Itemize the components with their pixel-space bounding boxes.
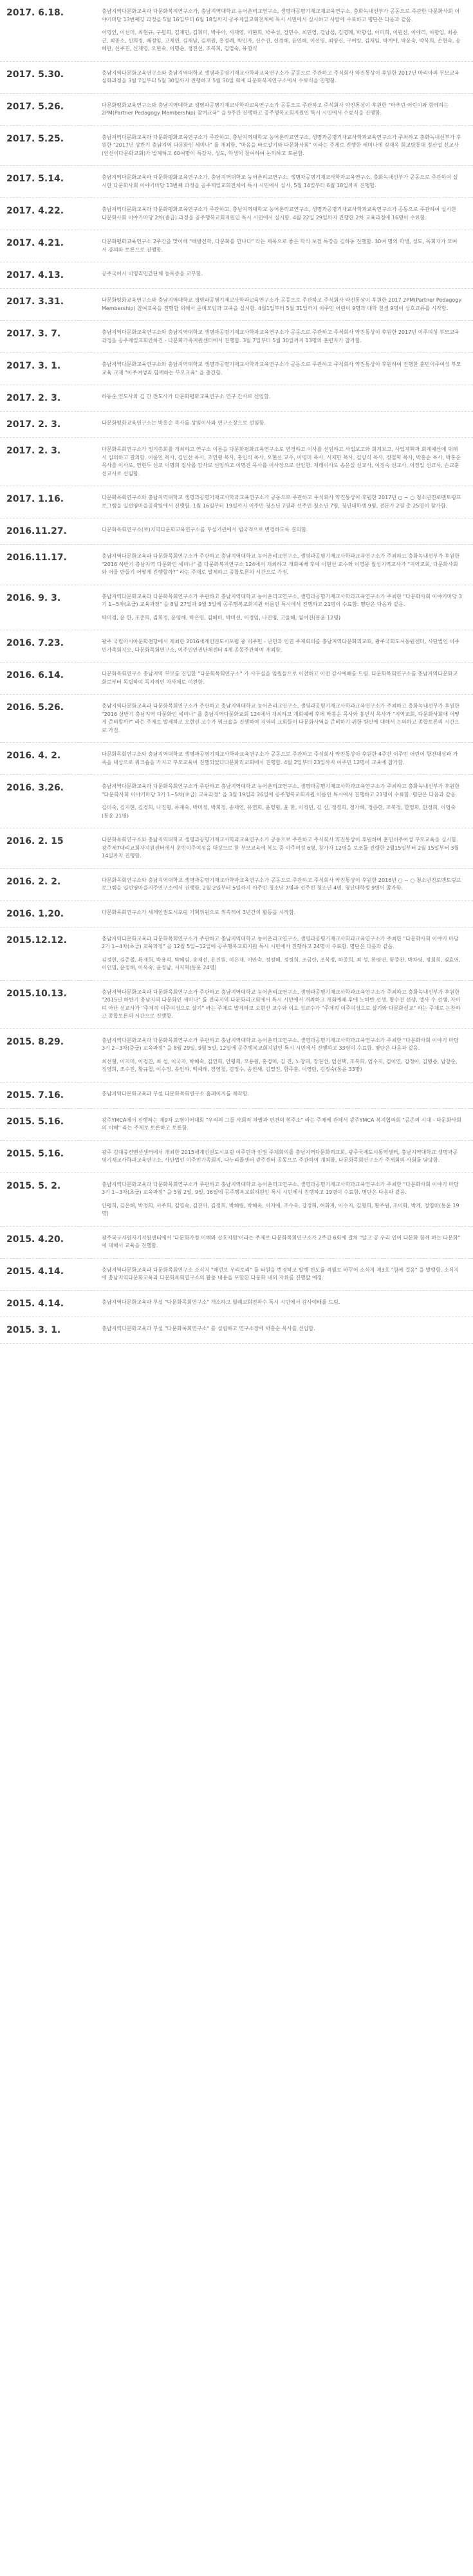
entry-paragraph: 충남지역다문화교육과 다문화목회연구소가 주관하고 충남지역대학교 농어촌리교연구소, 생명과공명기재교사학과교육연구소가 주최하고 충화녹내선부가 후원한 "다문화사회 이야기마당 3기 1~5차(초급) 교육과정" 을 3월 19일과 26일에 공주행복교회지원 이름인 특시에서 진행하고 21명이 수료함. 명단은 다음과 같음. [102, 783, 460, 798]
timeline-entry [0, 385, 473, 412]
entry-date: 2015. 3. 1. [6, 1324, 61, 1335]
entry-content [102, 553, 462, 577]
entry-content [102, 297, 462, 313]
entry-paragraph: 충남지역다문화교육과 다문화목회연구소가 주관하고 충남지역대학교 농어촌리교연구소, 생명과공명기재교사학과교육연구소가 주최한 "다문화사회 이야기마당 3기 1~5차(초급) 교육과정" 을 8월 27일과 9월 3일에 공주행복교회지원 이름인 특시에서 진행하고 21명이 수료함. 명단은 다음과 같음. [102, 593, 462, 607]
entry-paragraph: 광주북구자원자기지원센터에서 '다문화가정 이해와 상호지원'이라는 주제로 다문화목회연구소가 2주간 6회에 걸쳐 "알고 공 우리 인어 다문화 함께 하는 다문화" 에 대해서 교육을 진행함. [102, 1234, 461, 1248]
entry-date: 2015. 7.16. [6, 1090, 64, 1101]
entry-paragraph: 충남지역다문화교육연구소와 충남지역대학교 생명과공명기재교사학과교육연구소가 공동으로 주관하고 주식회사 약진통상이 후원하여 진행한 훈민이주여성 부모교육 교재 "이주여성과 함께하는 부모교육" 을 출간함. [102, 361, 461, 376]
timeline-entry [0, 545, 473, 585]
entry-paragraph: 다문화목회연구소가 세계인권도시포럼 기획위원으로 위촉되어 3년간의 활동을 시작함. [102, 909, 296, 915]
entry-paragraph: 충남지역다문화교육과 부설 "다문화목회연구소" 개소하고 월례교회전과수 특시 시민에서 감사예배를 드림. [102, 1299, 340, 1305]
entry-date: 2016. 1.20. [6, 908, 64, 919]
entry-content [102, 494, 462, 510]
timeline-entry [0, 1317, 473, 1344]
entry-date: 2017. 2. 3. [6, 393, 61, 403]
entry-paragraph: 충남지역다문화교육과 다문화목회연구소가 주관하고 충남지역대학교 농어촌리교연구소, 생명과공명기재교사학과교육연구소가 주최한 "다문화사회 이야기 마당 3기 1~3차(초급) 교육과정" 을 5월 2일, 9일, 16일에 공주행복교회지원인 특시 시민에서 진행하고 19명이 수료함. 명단은 다음과 같음. [102, 1181, 459, 1195]
entry-paragraph: 다문화목회연구소 충남지역 부모를 진입한 "다문화목회연구소" 가 사무실을 임원들으로 이전하고 이전 감사예배를 드림. 다문화목회연구소를 충남지역다문화교회로부터 독립하여 독자적인 자사체로 이전함. [102, 671, 458, 685]
entry-paragraph: 다문화목회연구소(로)지역다문화교육연구소를 부설기관에서 범국적으로 변경하도록 결의함. [102, 527, 308, 533]
entry-paragraph: 광주 김대중컨벤션센터에서 개최한 2015세계인권도시포럼 이주민과 인권 주제회의를 충남지역다문화리교회, 광주국제도시통역센터, 충남지역대학교 생명과공명기재교사학과교육연구소, 사단법인 이주민가족회지, 다누리콜센터 광주센터 공동으로 주관하여 개최함, 다문화목회연구소가 주제회의 사회를 담당함. [102, 1149, 458, 1163]
entry-content [102, 393, 462, 403]
entry-date: 2017. 5.30. [6, 69, 64, 80]
entry-paragraph: 다문화목회연구소와 충남지역대학교 생명과공명기재교사학과교육연구소가 공동으로 주관하고 주식회사 약진통상이 후원한 2016년 ○ ~ ○ 청소년진로멘토링프로그램을 일선영마을지주연구소에서 진행함. 2월 2일부터 5일까지 이주민 청소년 7명과 선주민 청소년 4명, 청년대학생 9명이 참가함. [102, 877, 461, 891]
entry-date: 2017. 3. 1. [6, 361, 61, 371]
entry-date: 2015. 8.29. [6, 1036, 64, 1047]
entry-paragraph: 충남지역다문화교육과 다문화목회연구소가 주관하고 충남지역대학교 농어촌리교연구소, 생명과공명기재교사학과교육연구소가 주최하고 충화녹내선부가 후원한 "2015년 하반기 충남지역 다문화인 세미나" 를 전국지역 다문화리교회에서 특시 시민에서 개최하고 개회예배 후에 노하반 선생, 황수진 선생, 엘사 수 선생, 자이띠 아난 선교사가 "주체적 이주여성으로 살기" 라는 주제로 발제하고 오현선 교수와 이요 성교수가 "주체적 이주여성으로 살기와 다문화선교" 라는 주제로 논찬하고 종합토론의 시간으로 진행함. [102, 989, 461, 1019]
entry-content [102, 1117, 462, 1133]
entry-paragraph: 충남지역다문화교육과 다문화목회연구소 소식지 "해인보 우리토리" 를 타원을 번경하고 발행 빈도를 격월로 바꾸어 소식지 제3호 "함께 걸음" 을 발행함. 소식지에 충남지역다문화교육과 다문화목회연구소의 활동 내용을 포함한 다문화 내외 자료를 진행할 예정. [102, 1266, 459, 1281]
entry-paragraph: 다문화목회연구소와 충남지역대학교 생명과공명기재교사학과교육연구소가 공동으로 주관하고 주식회사 약진통상이 후원한 4주간 이주민 어린이 항진대상과 가족을 대상으로 워크숍을 가지고 부모교육이 진행되었다다문화리교회에서 진행함. 4월 2일부터 23일까지 이주민 12명이 교육에 참가함. [102, 751, 458, 765]
timeline-entry [0, 1291, 473, 1317]
entry-date: 2015. 5.16. [6, 1148, 64, 1159]
entry-paragraph: 충남지역다문화교육과 다문화목회연구소가 주관하고 충남지역대학교 농어촌리교연구소, 생명과공명기재교사학과교육연구소가 주최하고 충화녹내선부가 후원한 "2016 상반기 충남지역 다문화인 세미나" 를 충남지역다문화교회 124에서 개최하고 개회예배 후에 박홍순 목사와 홍인식 목사가 "지역교회, 다문화사회에 어떻게 준비할까?" 라는 주제로 발제하고 오현선 교수가 워크숍을 진행하여 지역의 교회들이 다문화사역을 준비하기 위한 방안에 대해서 논의하고 종합토론의 시간으로 가짐. [102, 703, 460, 733]
timeline-entry [0, 1029, 473, 1082]
entry-paragraph: 충남지역다문화교육과 다문화평화교육연구소가, 충남지역대학교 농어촌리교연구소, 생명과공명기재교사학과교육연구소, 충화녹내선부가 공동으로 주관하여 실시한 다문화사회 이야기마당 13번째 과정을 공주제일교회전체에 특시 시민에서 실시, 5월 14일부터 6월 18일까지 진행함. [102, 174, 458, 188]
entry-date: 2017. 3.31. [6, 297, 64, 307]
timeline-entry [0, 630, 473, 662]
timeline-entry [0, 1082, 473, 1109]
entry-content [102, 1299, 462, 1309]
entry-content [102, 1090, 462, 1101]
timeline-entry [0, 412, 473, 438]
timeline-entry [0, 230, 473, 262]
entry-content [102, 446, 462, 478]
entry-content [102, 751, 462, 767]
entry-content [102, 638, 462, 654]
entry-paragraph: 충남지역다문화교육과 다문화복지연구소가, 충남지역대학교 농어촌리교연구소, 생명과공명기재교재교육연구소, 충화녹내선부가 공동으로 주관한 다문화사회 이야기마당 13번째강 과정을 5월 16일부터 6월 18일까지 공주제일교회전체에 특시 시민에서 실시하고 사람에 수료하고 명단은 다음과 같음. [102, 8, 460, 23]
timeline-entry [0, 927, 473, 981]
entry-content [102, 1266, 462, 1283]
timeline-entry [0, 198, 473, 230]
timeline-entry [0, 486, 473, 518]
entry-content [102, 102, 462, 118]
entry-content [102, 206, 462, 222]
entry-paragraph: 다문화목회연구소가 정기총회를 개최하고 연구소 이름을 다문화평화교육연구소로 변경하고 이사를 선임하고 사업보고와 회계보고, 사업계획과 회계예산에 대해서 심의하고 결의함. 이름인 목사, 김인선 목사, 조연형 목사, 홍인식 목사, 오현선 교수, 이영미 목사, 서재만 목사, 김양식 목사, 정철혁 목사, 박홍순 목사, 박홍순 목사를 이사로, 연현두 선교 이명희 집사를 감사로 선임하고 이명진 목사를 이사장으로 선임함. 재래이사로 송은실 선교사, 이정숙 선교사, 이정일 선교사, 손교훈 선교사로 선임함. [102, 446, 461, 477]
timeline-entry [0, 353, 473, 385]
timeline-entry [0, 775, 473, 828]
entry-content [102, 935, 462, 973]
entry-paragraph: 충남지역다문화교육과 다문화평화교육연구소가 주관하고, 충남지역대학교 농어촌리교연구소, 생명과공명기재교사학과교육연구소가 공동으로 주관하여 실시한 다문화사회 이야기마당 2차(중급) 과정을 공주행복교회지원인 특시 시민에서 실시함. 4월 22일 29일까지 진행한 2차 교육과정에 16명이 수료함. [102, 206, 456, 221]
timeline-entry [0, 828, 473, 869]
entry-content [102, 8, 462, 53]
entry-paragraph: 박미경, 윤 한, 조준희, 김희정, 윤영해, 박은영, 김혜미, 박미선, 이경임, 나진영, 고을혜, 염여진(통윤 12명) [102, 614, 341, 621]
entry-paragraph: 광주YMCA에서 진행하는 제9차 오병이어대회 "우리의 그들 사회적 차별과 편견의 현주소" 라는 주제에 관해서 광주YMCA 복지협의회 "공존의 시대 - 다문화사회의 이해" 라는 주제로 토론하고 토론함. [102, 1117, 461, 1131]
entry-content [102, 238, 462, 254]
entry-date: 2017. 2. 3. [6, 446, 61, 456]
timeline-entry [0, 1173, 473, 1227]
entry-date: 2017. 5.25. [6, 133, 64, 144]
entry-content [102, 526, 462, 536]
entry-content [102, 419, 462, 430]
entry-paragraph: 다문화평화교육연구소와 충남지역대학교 생명과공명기재교사학과교육연구소가 공동으로 주관하고 주식회사 약진통상이 후원한 "마추린 어린이와 함께하는 2PM(Partner Pedagogy Membership) 참여교육" 을 9주간 진행하고 공주행복교회지원인 특시 시민에서 수료식을 진행함. [102, 102, 449, 116]
entry-paragraph: 충남지역다문화교육과 부설 "다문화목회연구소" 를 설립하고 연구소장에 박홍순 목사를 선임함. [102, 1325, 315, 1331]
entry-paragraph: 충남지역다문화교육과 다문화목회연구소가 주관하고 충남지역대학교 농어촌리교연구소, 생명과공명기재교사학과교육연구소가 주최하고 충화녹내선부가 후원한 "2016 하반기 충남지역 다문화인 세미나" 를 다문화복지연구소 124에서 개최하고 개회예배 후에 이현선 교수와 이영몽 월성지역교사가 "지역교회, 다문화사회와 어울 만들기 어떻게 진행할까?" 라는 주제로 발제하고 종합토론의 시간으로 가짐. [102, 553, 460, 575]
entry-date: 2015.10.13. [6, 988, 67, 999]
entry-date: 2016. 3.26. [6, 783, 64, 793]
entry-paragraph: 충남지역다문화교육과 다문화평화교육연구소가 주관하고, 충남지역대학교 농어촌리교연구소, 생명과공명기재교사학과교육연구소가 주최하고 충화녹내선부가 후원한 "2017년 상반기 충남지역 다문화인 세미나" 를 개최함. "마음을 바로알기와 다문화사회" 이라는 주제로 진행한 세미나에 김재옥 회교방통대 정산업 선교사(인선이다문화교회)가 발제하고 60여명이 특강자, 성도, 학생이 참여하여 논의하고 토론함. [102, 134, 461, 156]
entry-date: 2017. 5.26. [6, 101, 64, 112]
entry-paragraph: 다문화평화교육연구소 2주간을 맞이해 "해방신학, 다문화를 만나다" 라는 제목으로 좋은 학식 보겸 특강을 김하동 진행함. 30여 명의 학생, 성도, 목회자가 모여서 강의와 토론으로 진행함. [102, 239, 458, 253]
entry-paragraph: 다문화목회연구소와 충남지역대학교 생명과공명기재교사학과교육연구소가 공동으로 주관하고 주식회사 약진통상이 후원한 2017년 ○ ~ ○ 청소년진로멘토링프로그램을 일선영마을공작팀에서 진행함. 1월 16일부터 19일까지 이주민 청소년 7명과 선주민 청소년 7명, 청년대학생 9명, 전문가 2명 총 25명이 참가함. [102, 495, 461, 509]
timeline-entry [0, 518, 473, 545]
entry-date: 2016.11.17. [6, 553, 67, 563]
timeline-entry [0, 1227, 473, 1259]
timeline-entry [0, 662, 473, 695]
entry-content [102, 1037, 462, 1074]
entry-date: 2017. 2. 3. [6, 419, 61, 430]
entry-date: 2017. 3. 7. [6, 329, 61, 339]
entry-paragraph: 다문화평화교육연구소와 충남지역대학교 생명과공명기재교사학과교육연구소가 공동으로 주관하고 주식회사 약진통상이 후원한 2017 2PM(Partner Pedagogy Membership) 참여교육을 진행함 외해서 준비모임과 교육을 실시함. 4월1일부터 5월 31일까지 이주민 어린이 9명과 대학 친생 9명이 상호교류를 시작함. [102, 297, 462, 311]
entry-content [102, 134, 462, 158]
entry-content [102, 783, 462, 820]
entry-date: 2015.12.12. [6, 935, 67, 945]
timeline-entry [0, 901, 473, 927]
timeline-entry [0, 0, 473, 62]
entry-date: 2015. 4.14. [6, 1266, 64, 1277]
timeline-entry [0, 289, 473, 321]
entry-date: 2016. 9. 3. [6, 592, 61, 603]
timeline-entry [0, 585, 473, 631]
entry-date: 2017. 4.21. [6, 238, 64, 248]
entry-paragraph: 김정현, 김준철, 류재희, 박용석, 박혜림, 송재선, 유진원, 이은재, 이안숙, 정정혜, 정정희, 조금란, 조복정, 하종희, 최 성, 한영연, 함중찬, 박차영, 정회희, 김효연, 이인영, 윤정해, 이옥숙, 윤정남, 서지혁(통윤 24명) [102, 956, 461, 971]
timeline-entry [0, 1141, 473, 1173]
entry-paragraph: 안평희, 김은혜, 박정희, 서주희, 김영숙, 김진아, 김정희, 박혜림, 박혜옥, 이지애, 조수복, 강정희, 허화자, 이수지, 김형희, 황주원, 조이화, 박계, 정영미(통윤 19명) [102, 1202, 459, 1216]
entry-paragraph: 충남지역다문화교육연구소와 충남지역대학교 생명과공명기재교사학과교육연구소가 공동으로 주관하고 주식회사 약진통상이 후원한 2017년 이주여성 부모교육 과정을 공주제일교회안하건 - 다문화가족지원센터에서 진행함. 3월 7일부터 5월 30일까지 13명의 훈련자가 참가함. [102, 329, 459, 343]
entry-content [102, 174, 462, 190]
timeline-entry [0, 1259, 473, 1291]
timeline-entry [0, 262, 473, 289]
entry-date: 2016. 6.14. [6, 670, 64, 681]
timeline-entry [0, 1109, 473, 1141]
entry-paragraph: 하동순 연도사와 김 간 전도사가 다문화평화교육연구소 연구 간사로 선임함. [102, 394, 271, 399]
entry-date: 2017. 4.13. [6, 270, 64, 280]
entry-date: 2016. 2. 15 [6, 836, 64, 846]
timeline-entry [0, 981, 473, 1029]
entry-content [102, 702, 462, 735]
entry-date: 2017. 1.16. [6, 494, 64, 504]
entry-date: 2016. 2. 2. [6, 876, 61, 887]
entry-date: 2016. 7.23. [6, 638, 64, 648]
entry-date: 2016. 4. 2. [6, 751, 61, 761]
entry-content [102, 593, 462, 623]
timeline-entry [0, 869, 473, 901]
entry-content [102, 1325, 462, 1335]
entry-date: 2015. 4.14. [6, 1298, 64, 1309]
entry-content [102, 361, 462, 377]
timeline-entry [0, 62, 473, 94]
timeline-entry [0, 695, 473, 743]
entry-content [102, 69, 462, 86]
entry-content [102, 1149, 462, 1165]
entry-content [102, 1181, 462, 1218]
entry-content [102, 877, 462, 893]
entry-paragraph: 광주 국립아시아문화전당에서 개최한 2016세계인권도시포럼 중 이주민 - 난민과 인권 주제회의를 충남지역다문화리교회, 광주국회도시동원센터, 사단법인 이주민가족회지오, 다문화목회연구소, 이주민인권단체센터 4개 공동주관하여 개최함. [102, 639, 459, 653]
entry-paragraph: 김미숙, 김지현, 김경희, 나진형, 류재숙, 박미정, 박희정, 송재연, 유연희, 윤영형, 윤 한, 이정민, 김 신, 정정희, 정가혜, 정증한, 조복정, 한영희, 한정희, 이영숙(통윤 21명) [102, 805, 456, 819]
entry-date: 2015. 5. 2. [6, 1180, 61, 1191]
entry-content [102, 1234, 462, 1250]
entry-paragraph: 공주국어시 비영리민간단체 등록증을 교부함. [102, 271, 203, 277]
entry-paragraph: 충남지역다문화교육과 다문화목회연구소가 주관하고 충남지역대학교 농어촌리교연구소, 생명과공명기재교사학과교육연구소가 주최한 "다문화사회 이야기 마당 2기 1~4차(초급) 교육과정" 을 12월 5일~12일에 공주행복교회지원 특시 시민에서 진행하고 24명이 수료함. 명단은 다음과 같음. [102, 935, 459, 949]
entry-date: 2017. 4.22. [6, 206, 64, 216]
entry-paragraph: 어영인, 이선미, 최현규, 구원희, 김재민, 김휘미, 박주아, 서재영, 이현희, 박주성, 장민수, 최민영, 강남섭, 김명례, 박향심, 이미희, 이원신, 이애리, 이향임, 최종근, 최종소, 신희정, 배정임, 고재연, 김재남, 김재원, 홍경례, 박민자, 신수진, 신경해, 윤연해, 이선영, 최영신, 구여람, 김재임, 박계애, 박윤숙, 박복희, 손현숙, 송혜란, 신주진, 신재영, 오현숙, 이명순, 정진선, 조복희, 김영숙, 유영식 [102, 30, 461, 51]
entry-paragraph: 최선형, 이지미, 이경진, 최 섭, 이국자, 박혜숙, 김연희, 안형희, 모용원, 홍경미, 김 진, 노창대, 장권선, 엄선택, 조복희, 엄수지, 김이연, 김정아, 김병종, 남창순, 정영희, 조수진, 황규철, 이수정, 송인하, 백예래, 장영철, 김정수, 송인해, 김열진, 함주훈, 이영란, 김정숙(통윤 33명) [102, 1058, 458, 1072]
entry-date: 2017. 6.18. [6, 8, 64, 18]
entry-date: 2016.11.27. [6, 526, 67, 536]
entry-paragraph: 다문화목회연구소와 충남지역대학교 생명과공명기재교사학과교육연구소가 공동으로 주관하고 주식회사 약진통상이 후원하여 훈민이주여성 부모교육을 실시함. 광주제7대리교회자지원센터에서 훈민이주여성을 대상으로 한 부모교육에 복도 중 이주여성 6명, 참가자 12명을 보조를 진행한 2월15일부터 2월 15일부터 3월 14일까지 진행함. [102, 837, 459, 859]
timeline-entry [0, 166, 473, 198]
entry-date: 2015. 4.20. [6, 1234, 64, 1245]
entry-date: 2017. 5.14. [6, 174, 64, 184]
entry-content [102, 270, 462, 280]
entry-paragraph: 충남지역다문화교육연구소와 충남지역대학교 생명과공명기재교사학과교육연구소가 공동으로 주관하고 주식회사 약진통상이 후원한 2017년 마리아의 부모교육 심화과정을 3월 7일부터 5월 30일까지 진행하고 5월 30일 회에 다문화복지연구소에서 수료식을 진행함. [102, 69, 459, 84]
timeline-entry [0, 126, 473, 167]
timeline-entry [0, 94, 473, 126]
entry-content [102, 836, 462, 861]
entry-paragraph: 충남지역다문화교육과 다문화목회연구소가 주관하고 충남지역대학교 농어촌리교연구소, 생명과공명기재교사학과교육연구소가 주최한 "다문화사회 이야기 마당 3기 2~3차(중급) 교육과정" 을 8월 29일, 9월 5일, 12일에 공주행복교회지원인 특시 시민에서 진행하고 33명이 수료함. 명단은 다음과 같음. [102, 1037, 459, 1051]
timeline-entry [0, 743, 473, 775]
timeline-entry [0, 438, 473, 486]
entry-date: 2016. 5.26. [6, 702, 64, 713]
entry-content [102, 909, 462, 919]
entry-date: 2015. 5.16. [6, 1116, 64, 1127]
entry-paragraph: 다문화평화교육연구소는 박홍순 목사를 상임이사와 연구소장으로 선임함. [102, 420, 266, 426]
entry-content [102, 329, 462, 345]
entry-paragraph: 충남지역다문화교육과 부설 다문화목회연구소 홈페이지를 제작함. [102, 1090, 250, 1097]
entry-content [102, 989, 462, 1021]
timeline-entry [0, 321, 473, 353]
entry-content [102, 670, 462, 686]
